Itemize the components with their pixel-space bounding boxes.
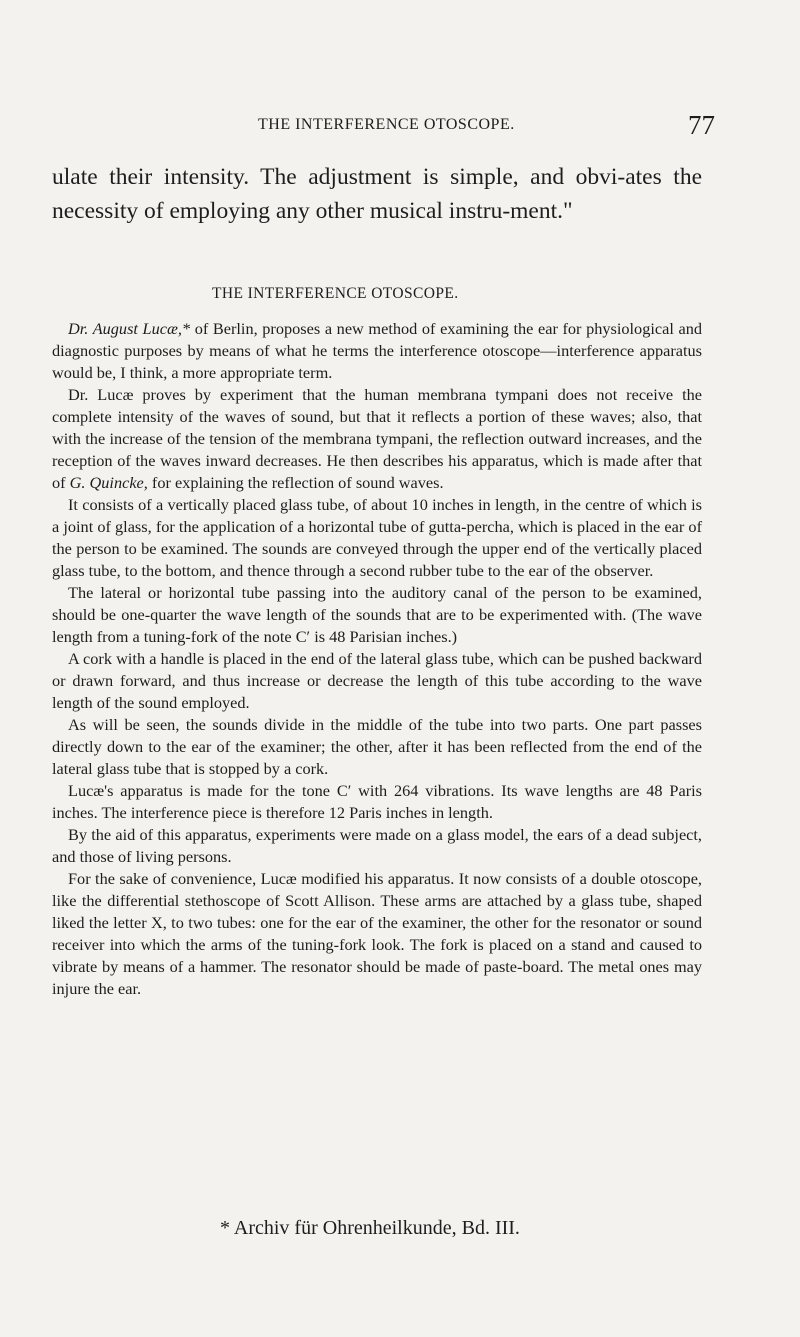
section-title: THE INTERFERENCE OTOSCOPE. <box>212 285 459 302</box>
paragraph <box>52 384 702 494</box>
footnote: * Archiv für Ohrenheilkunde, Bd. III. <box>220 1217 520 1239</box>
paragraph-text: for explaining the reflection of sound waves. <box>147 473 444 492</box>
paragraph <box>52 318 702 384</box>
paragraph: The lateral or horizontal tube passing into the auditory canal of the person to be examined, should be one-quarter the wave length of the sounds that are to be experimented with. (The wave length from a tuning-fork of the note C′ is 48 Parisian inches.) <box>52 583 702 646</box>
paragraph: For the sake of convenience, Lucæ modified his apparatus. It now consists of a double otoscope, like the differential stethoscope of Scott Allison. These arms are attached by a glass tube, shaped liked the letter X, to two tubes: one for the ear of the examiner, the other for the resonator or sound receiver into which the arms of the tuning-fork look. The fork is placed on a stand and caused to vibrate by means of a hammer. The resonator should be made of paste-board. The metal ones may injure the ear. <box>52 869 702 998</box>
paragraph: Lucæ's apparatus is made for the tone C′ with 264 vibrations. Its wave lengths are 48 Paris inches. The interference piece is therefore 12 Paris inches in length. <box>52 781 702 822</box>
paragraph: By the aid of this apparatus, experiments were made on a glass model, the ears of a dead subject, and those of living persons. <box>52 825 702 866</box>
paragraph: It consists of a vertically placed glass tube, of about 10 inches in length, in the centre of which is a joint of glass, for the application of a horizontal tube of gutta-percha, which is placed in the ear of the person to be examined. The sounds are conveyed through the upper end of the vertically placed glass tube, to the bottom, and thence through a second rubber tube to the ear of the observer. <box>52 495 702 580</box>
running-head: THE INTERFERENCE OTOSCOPE. <box>258 116 515 133</box>
paragraph-text: Dr. Lucæ proves by experiment that the human membrana tympani does not receive the complete intensity of the waves of sound, but that it reflects a portion of these waves; also, that with the increase of the tension of the membrana tympani, the reflection outward increases, and the reception of the waves inward decreases. He then describes his apparatus, which is made after that of <box>52 385 702 492</box>
lead-paragraph: ulate their intensity. The adjustment is simple, and obvi-ates the necessity of employing any other musical instru-ment." <box>52 164 702 224</box>
page-number: 77 <box>688 110 715 140</box>
person-name: G. Quincke, <box>69 473 148 492</box>
author-name: Dr. August Lucæ,* <box>68 319 191 338</box>
paragraph: As will be seen, the sounds divide in the middle of the tube into two parts. One part passes directly down to the ear of the examiner; the other, after it has been reflected from the end of the lateral glass tube that is stopped by a cork. <box>52 715 702 778</box>
body-text <box>52 318 702 1000</box>
paragraph: A cork with a handle is placed in the end of the lateral glass tube, which can be pushed backward or drawn forward, and thus increase or decrease the length of this tube according to the wave length of the sound employed. <box>52 649 702 712</box>
paragraph-text: of Berlin, proposes a new method of examining the ear for physiological and diagnostic purposes by means of what he terms the interference otoscope—interference apparatus would be, I think, a more appropriate term. <box>52 319 702 382</box>
